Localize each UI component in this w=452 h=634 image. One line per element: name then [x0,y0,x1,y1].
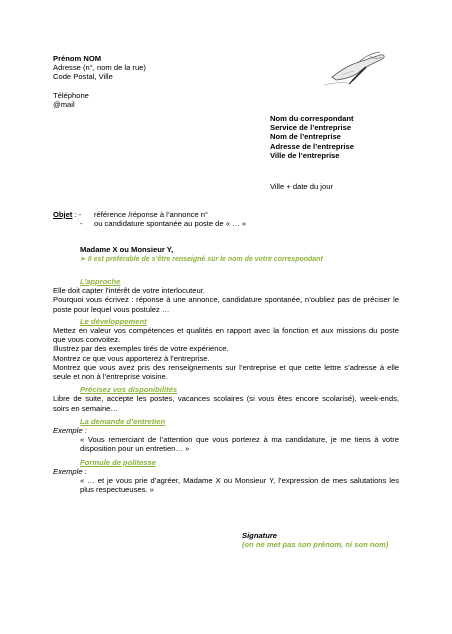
sender-address: Adresse (n°, nom de la rue) [53,63,146,73]
closing-example-label: Exemple : [53,466,87,476]
development-line2: Illustrez par des exemples tirés de votre expérience. [53,344,229,354]
sender-name: Prénom NOM [53,54,102,63]
approach-line2: Pourquoi vous écrivez : réponse à une annonce, candidature spontanée, n’oubliez pas de préciser le poste pour lequel vous postulez … [53,295,399,314]
salutation: Madame X ou Monsieur Y, [80,245,174,254]
object-line1: référence /réponse à l’annonce n° [94,210,209,219]
object-dash2: - [80,219,83,228]
recipient-city: Ville de l’entreprise [270,150,340,160]
signature-label: Signature [242,531,278,540]
sender-postal-city: Code Postal, Ville [53,72,113,82]
object-label: Objet [53,210,73,219]
section-title-approach: L’approche [80,277,121,286]
sender-phone: Téléphone [53,90,89,100]
sender-email: @mail [53,99,75,109]
closing-example-text: « … et je vous prie d’agréer, Madame X ou Monsieur Y, l’expression de mes salutations les plus respectueuses. » [80,476,399,495]
sender-block [53,54,146,109]
salutation-note-text: Il est préférable de s’être renseigné sur le nom de votre correspondant [87,256,323,263]
section-title-interview: La demande d’entretien [80,416,166,426]
date-line: Ville + date du jour [270,182,333,191]
interview-example-label: Exemple : [53,426,87,436]
salutation-note [80,255,323,264]
recipient-company: Nom de l’entreprise [270,132,341,142]
interview-example-text: « Vous remerciant de l’attention que vous porterez à ma candidature, je me tiens à votre disposition pour un entretien… » [80,435,399,454]
approach-line1: Elle doit capter l’intérêt de votre interlocuteur. [53,286,205,296]
arrow-icon: ➤ [80,256,86,263]
development-line3: Montrez ce que vous apporterez à l’entreprise. [53,353,210,363]
recipient-service: Service de l’entreprise [270,123,352,133]
availability-line1: Libre de suite, accepte les postes, vacances scolaires (si vous êtes encore scolarisé), week-ends, soirs en semaine… [53,394,399,413]
object-block [53,210,393,228]
recipient-name: Nom du correspondant [270,114,354,123]
section-title-development: Le développement [80,316,147,326]
hand-writing-illustration [322,47,392,87]
signature-block [242,531,388,549]
recipient-address: Adresse de l’entreprise [270,141,354,151]
section-title-closing: Formule de politesse [80,457,156,467]
recipient-block [270,114,354,160]
section-title-availability: Précisez vos disponibilités [80,385,178,395]
development-line1: Mettez en valeur vos compétences et qualités en rapport avec la fonction et aux missions du poste que vous convoitez. [53,326,399,345]
object-line2: ou candidature spontanée au poste de « … » [94,219,246,228]
signature-note: (on ne met pas son prénom, ni son nom) [242,540,389,550]
object-colon: : - [72,210,82,219]
letter-body [53,277,399,494]
development-line4: Montrez que vous avez pris des renseignements sur l’entreprise et que cette lettre s’adresse à elle seule et non à l’entreprise voisine. [53,362,399,382]
